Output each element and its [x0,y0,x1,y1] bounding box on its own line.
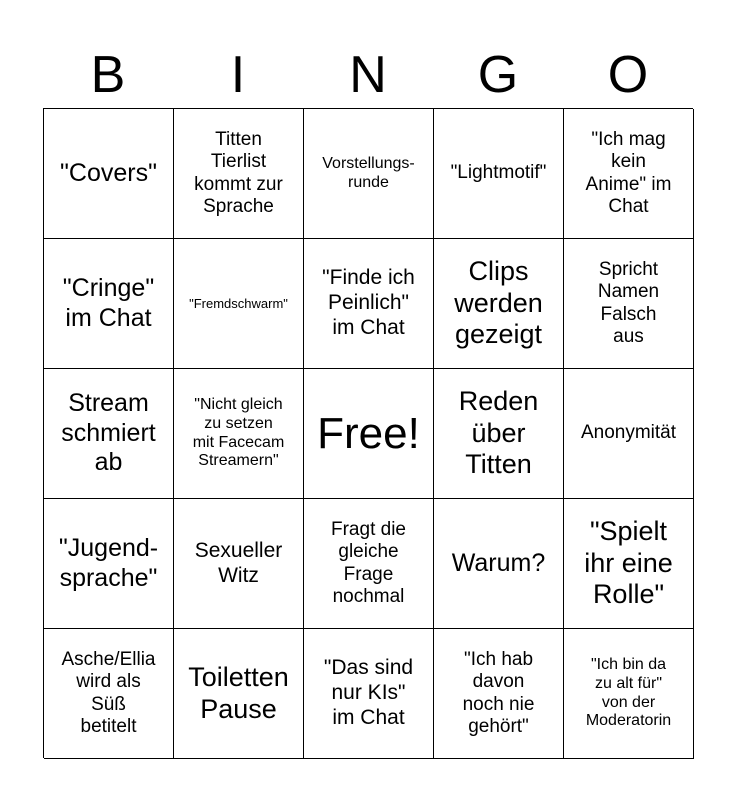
bingo-cell[interactable]: Anonymität [564,369,694,499]
bingo-cell[interactable]: "Finde ich Peinlich" im Chat [304,239,434,369]
bingo-header [43,40,693,108]
bingo-cell[interactable]: Asche/Ellia wird als Süß betitelt [44,629,174,759]
bingo-cell[interactable]: "Das sind nur KIs" im Chat [304,629,434,759]
free-space-cell[interactable]: Free! [304,369,434,499]
bingo-cell[interactable]: Vorstellungs- runde [304,109,434,239]
bingo-cell[interactable]: "Covers" [44,109,174,239]
bingo-cell[interactable]: Clips werden gezeigt [434,239,564,369]
bingo-cell[interactable]: "Spielt ihr eine Rolle" [564,499,694,629]
header-letter-g: G [477,46,519,104]
bingo-cell[interactable]: "Ich hab davon noch nie gehört" [434,629,564,759]
bingo-cell[interactable]: Warum? [434,499,564,629]
bingo-cell[interactable]: Titten Tierlist kommt zur Sprache [174,109,304,239]
bingo-cell[interactable]: Fragt die gleiche Frage nochmal [304,499,434,629]
bingo-board [43,108,693,758]
bingo-cell[interactable]: "Cringe" im Chat [44,239,174,369]
bingo-cell[interactable]: "Fremdschwarm" [174,239,304,369]
bingo-cell[interactable]: Reden über Titten [434,369,564,499]
bingo-cell[interactable]: "Ich mag kein Anime" im Chat [564,109,694,239]
bingo-cell[interactable]: Stream schmiert ab [44,369,174,499]
header-letter-i: I [230,46,246,104]
bingo-cell[interactable]: "Jugend- sprache" [44,499,174,629]
bingo-cell[interactable]: Spricht Namen Falsch aus [564,239,694,369]
bingo-cell[interactable]: "Lightmotif" [434,109,564,239]
bingo-cell[interactable]: "Ich bin da zu alt für" von der Moderatorin [564,629,694,759]
header-letter-n: N [349,46,387,104]
header-letter-o: O [607,46,649,104]
header-letter-b: B [90,46,126,104]
bingo-cell[interactable]: Sexueller Witz [174,499,304,629]
bingo-cell[interactable]: Toiletten Pause [174,629,304,759]
bingo-cell[interactable]: "Nicht gleich zu setzen mit Facecam Streamern" [174,369,304,499]
